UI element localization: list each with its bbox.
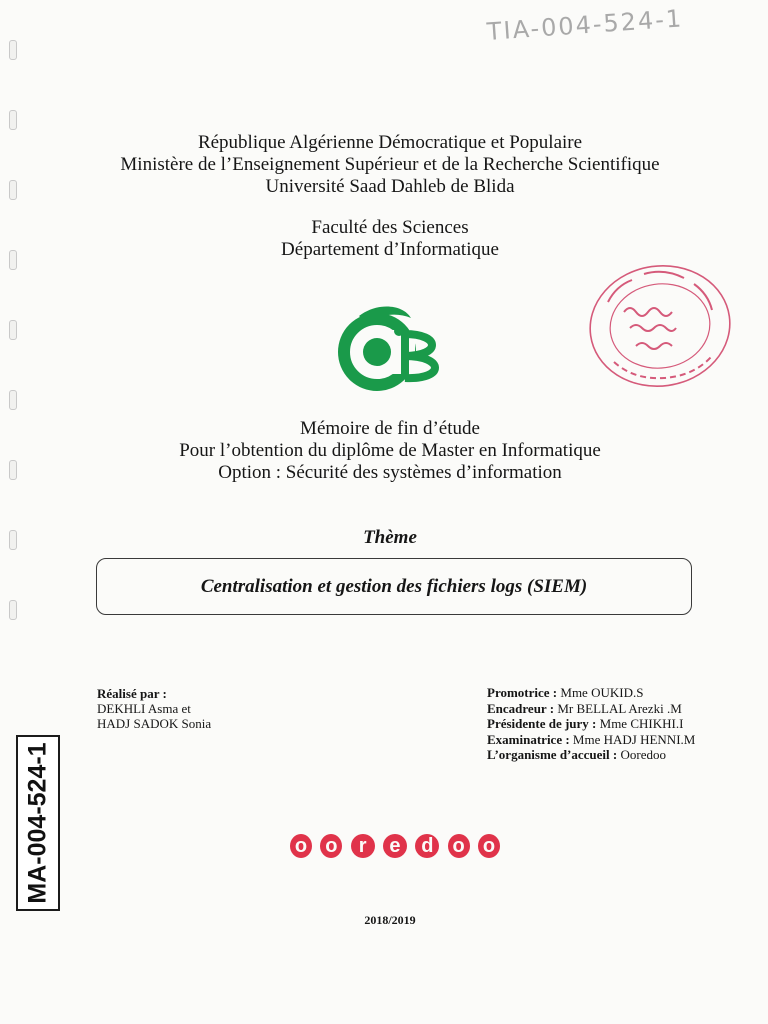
library-stamp-icon: [584, 262, 734, 392]
academic-year: 2018/2019: [364, 913, 416, 927]
jury-block: [487, 685, 695, 763]
department-name: Département d’Informatique: [281, 239, 499, 260]
ooredoo-letter: r: [351, 834, 375, 858]
jury-role: Promotrice :: [487, 685, 558, 700]
theme-title: Centralisation et gestion des fichiers logs (SIEM): [200, 575, 588, 597]
jury-member: Mr BELLAL Arezki .M: [557, 700, 682, 716]
archive-side-label: [16, 735, 60, 911]
binding-hole: [9, 460, 17, 480]
author-name: HADJ SADOK Sonia: [97, 716, 212, 731]
faculty-block: [60, 217, 720, 261]
institution-header: [60, 132, 720, 198]
memoire-degree: Pour l’obtention du diplôme de Master en Informatique: [179, 440, 601, 461]
authors-block: [97, 686, 211, 731]
ooredoo-letter: d: [415, 834, 439, 858]
header-line-republic: République Algérienne Démocratique et Populaire: [197, 132, 583, 153]
binding-hole: [9, 530, 17, 550]
theme-label: Thème: [363, 527, 417, 548]
header-line-ministry: Ministère de l’Enseignement Supérieur et de la Recherche Scientifique: [120, 154, 660, 175]
ooredoo-logo-icon: [290, 826, 500, 866]
theme-title-box: [96, 558, 692, 615]
binding-hole: [9, 390, 17, 410]
jury-row-promotrice: [487, 685, 695, 701]
binding-hole: [9, 180, 17, 200]
ooredoo-letter: o: [320, 834, 342, 858]
jury-row-presidente: [487, 716, 695, 732]
jury-role: Examinatrice :: [487, 731, 570, 747]
jury-member: Mme CHIKHI.I: [599, 716, 684, 731]
binding-hole: [9, 250, 17, 270]
authors-label: Réalisé par :: [97, 686, 167, 701]
faculty-name: Faculté des Sciences: [311, 217, 469, 238]
jury-role: Présidente de jury :: [487, 716, 597, 731]
archive-code: MA-004-524-1: [23, 742, 52, 904]
ooredoo-letter: o: [448, 834, 470, 858]
university-logo-icon: [337, 300, 447, 395]
binding-hole: [9, 600, 17, 620]
jury-row-examinatrice: [487, 732, 695, 748]
jury-member: Mme OUKID.S: [560, 685, 644, 700]
binding-hole: [9, 40, 17, 60]
header-line-university: Université Saad Dahleb de Blida: [265, 176, 515, 197]
jury-member: Ooredoo: [620, 747, 666, 762]
jury-row-organisme: [487, 747, 695, 763]
binding-hole: [9, 110, 17, 130]
memoire-block: [60, 418, 720, 484]
jury-role: L’organisme d’accueil :: [487, 747, 618, 762]
ooredoo-letter: o: [290, 834, 312, 858]
ooredoo-letter: e: [383, 834, 407, 858]
binding-holes: [9, 40, 23, 680]
jury-role: Encadreur :: [487, 700, 555, 716]
handwritten-reference: TIA-004-524-1: [486, 4, 684, 46]
binding-hole: [9, 320, 17, 340]
jury-member: Mme HADJ HENNI.M: [572, 731, 696, 747]
memoire-option: Option : Sécurité des systèmes d’information: [218, 462, 562, 483]
jury-row-encadreur: [487, 701, 695, 717]
memoire-title: Mémoire de fin d’étude: [300, 418, 480, 439]
author-name: DEKHLI Asma et: [97, 701, 191, 716]
ooredoo-letter: o: [478, 834, 500, 858]
